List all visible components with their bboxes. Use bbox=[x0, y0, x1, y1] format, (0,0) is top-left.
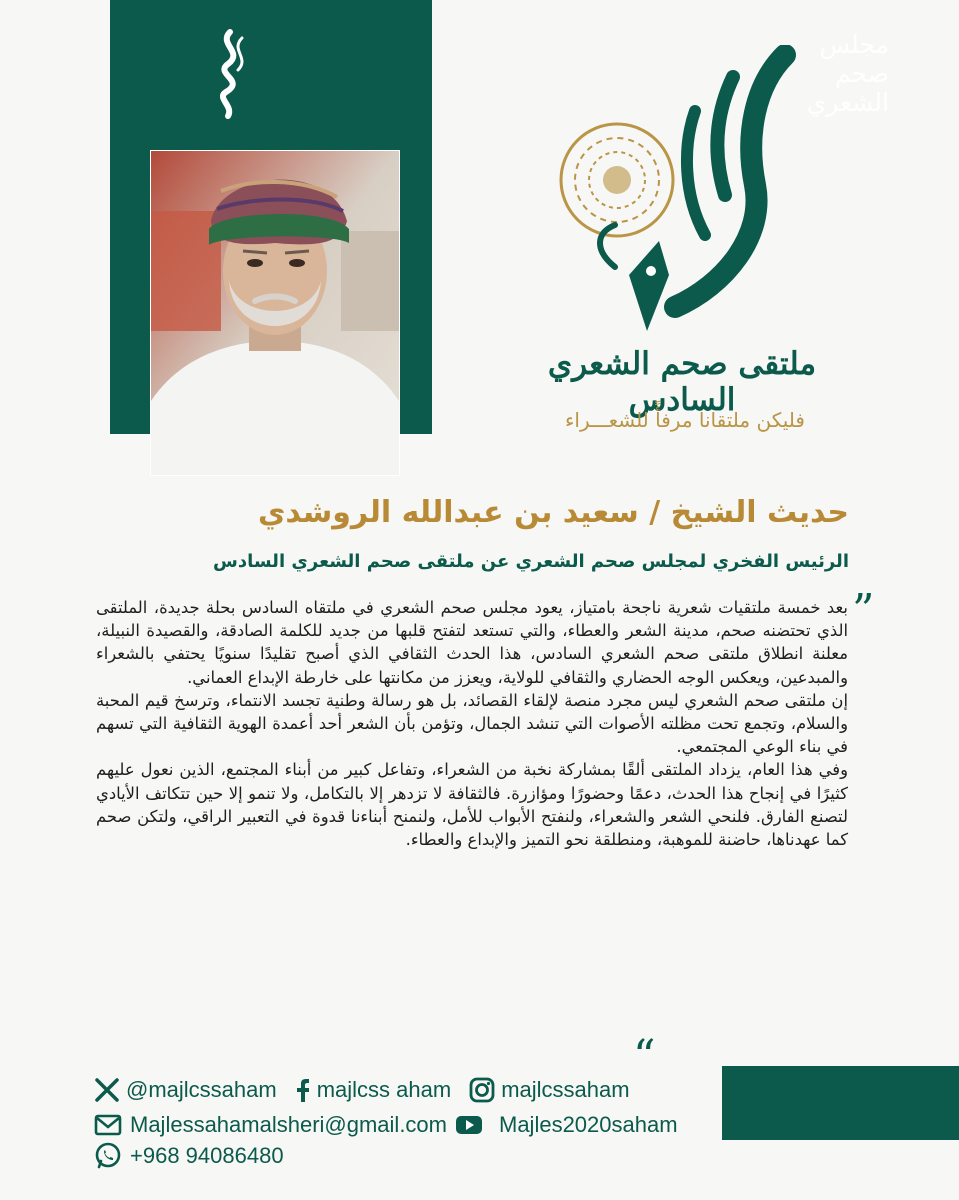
instagram-handle: majlcssaham bbox=[501, 1077, 630, 1102]
social-links-row bbox=[94, 1074, 630, 1106]
logo-line-2: صحم bbox=[834, 59, 889, 88]
twitter-link[interactable] bbox=[94, 1077, 277, 1103]
article-body bbox=[96, 596, 848, 851]
whatsapp-icon bbox=[94, 1142, 122, 1170]
event-tagline: فليكن ملتقانا مرفأً للشعـــراء bbox=[565, 408, 805, 432]
instagram-icon bbox=[469, 1077, 495, 1103]
open-quote-icon: ” bbox=[852, 585, 875, 636]
event-emblem-icon bbox=[555, 45, 815, 345]
whatsapp-number: +968 94086480 bbox=[130, 1143, 284, 1168]
instagram-link[interactable] bbox=[469, 1077, 629, 1103]
article-paragraph-2: إن ملتقى صحم الشعري ليس مجرد منصة لإلقاء القصائد، بل هو رسالة وطنية تجسد الانتماء، وترسخ قيم المحبة والسلام، وتجمع تحت مظلته الأصوات التي تنشد الجمال، وتؤمن بأن الشعر أحد أعمدة الهوية الثقافية التي تسهم في بناء الوعي المجتمعي. bbox=[96, 690, 848, 757]
article-paragraph-1: بعد خمسة ملتقيات شعرية ناجحة بامتياز، يعود مجلس صحم الشعري في ملتقاه السادس بحلة جديدة، الملتقى الذي تحتضنه صحم، مدينة الشعر والعطاء، والتي تستعد لتفتح قلبها من جديد للكلمة الصادقة، والقصيدة النبيلة، معلنة انطلاق ملتقى صحم الشعري السادس، هذا الحدث الثقافي الذي أصبح تقليدًا سنويًا يحتفي بالشعراء والمبدعين، ويعكس الوجه الحضاري والثقافي للولاية، ويعزز من مكانتها على خارطة الإبداع العماني. bbox=[96, 598, 848, 687]
article-paragraph-3: وفي هذا العام، يزداد الملتقى ألقًا بمشاركة نخبة من الشعراء، وتفاعل كبير من أبناء المجتمع، الذين نعول عليهم كثيرًا في إنجاح هذا الحدث، دعمًا وحضورًا ومؤازرة. فالثقافة لا تزدهر إلا بالتكامل، ولا تنمو إلا حين تتكاتف الأيادي لتصنع الفارق. فلنحي الشعر والشعراء، ولنفتح الأبواب للأمل، ولنمنح أبناءنا قدوة في التعبير الراقي، ولتكن صحم كما عهدناها، حاضنة للموهبة، ومنطلقة نحو التميز والإبداع والعطاء. bbox=[96, 760, 848, 850]
youtube-icon bbox=[455, 1115, 483, 1135]
majlis-logo-mark-icon bbox=[208, 26, 252, 122]
article-subheadline: الرئيس الفخري لمجلس صحم الشعري عن ملتقى صحم الشعري السادس bbox=[213, 551, 849, 572]
logo-line-3: الشعري bbox=[806, 88, 889, 117]
whatsapp-link[interactable] bbox=[94, 1142, 284, 1170]
event-title: ملتقى صحم الشعري السادس bbox=[547, 346, 817, 418]
article-headline: حديث الشيخ / سعيد بن عبدالله الروشدي bbox=[257, 495, 849, 530]
email-link[interactable] bbox=[94, 1112, 678, 1138]
email-address: Majlessahamalsheri@gmail.com bbox=[130, 1112, 447, 1137]
facebook-handle: majlcss aham bbox=[316, 1077, 452, 1102]
x-twitter-icon bbox=[94, 1077, 120, 1103]
facebook-icon bbox=[295, 1077, 311, 1103]
email-icon bbox=[94, 1114, 122, 1136]
twitter-handle: @majlcssaham bbox=[126, 1077, 277, 1102]
logo-line-1: مجلس bbox=[819, 30, 889, 59]
facebook-link[interactable] bbox=[295, 1077, 451, 1103]
youtube-channel: Majles2020saham bbox=[499, 1112, 678, 1137]
sheikh-portrait bbox=[150, 150, 400, 476]
close-quote-icon: “ bbox=[633, 1031, 656, 1082]
footer-accent-box bbox=[722, 1066, 959, 1140]
